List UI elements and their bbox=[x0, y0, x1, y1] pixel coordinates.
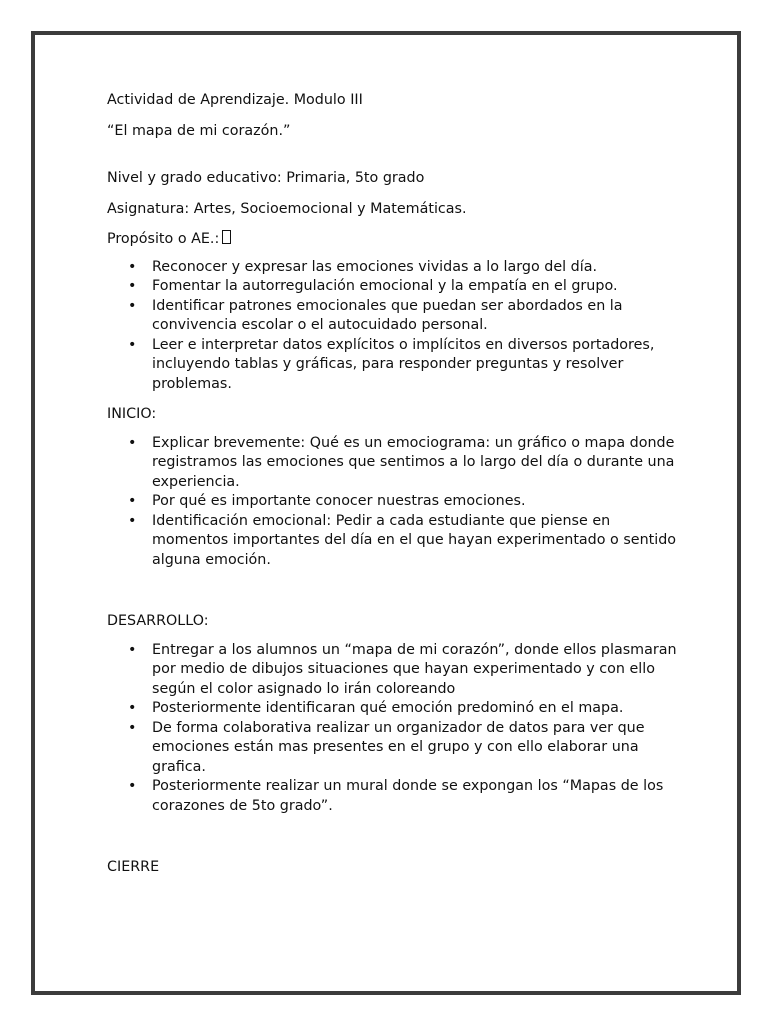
purpose-label-line bbox=[107, 230, 677, 250]
list-item: • Identificar patrones emocionales que puedan ser abordados en la convivencia escolar o el autocuidado personal. bbox=[128, 297, 623, 333]
list-item: • De forma colaborativa realizar un organizador de datos para ver que emociones están mas presentes en el grupo y con ello elaborar una grafica. bbox=[128, 719, 645, 775]
list-item: • Leer e interpretar datos explícitos o implícitos en diversos portadores, incluyendo tablas y gráficas, para responder preguntas y resolver problemas. bbox=[128, 336, 655, 392]
inicio-heading: INICIO: bbox=[107, 406, 157, 422]
bullet-icon: • bbox=[128, 778, 137, 794]
bullet-icon: • bbox=[128, 297, 137, 314]
cierre-heading: CIERRE bbox=[107, 859, 160, 875]
missing-glyph-icon bbox=[222, 230, 231, 244]
bullet-icon: • bbox=[128, 641, 137, 658]
bullet-icon: • bbox=[128, 434, 137, 451]
desarrollo-heading: DESARROLLO: bbox=[107, 613, 209, 629]
document-subtitle: “El mapa de mi corazón.” bbox=[107, 122, 291, 139]
bullet-icon: • bbox=[128, 512, 137, 529]
purpose-label: Propósito o AE.: bbox=[107, 231, 220, 247]
subject-line: Asignatura: Artes, Socioemocional y Matemáticas. bbox=[107, 200, 467, 217]
education-level: Nivel y grado educativo: Primaria, 5to grado bbox=[107, 170, 425, 186]
list-item: • Reconocer y expresar las emociones vividas a lo largo del día. bbox=[107, 258, 677, 278]
document-title: Actividad de Aprendizaje. Modulo III bbox=[107, 92, 363, 108]
list-item: • Explicar brevemente: Qué es un emociograma: un gráfico o mapa donde registramos las emociones que sentimos a lo largo del día o durante una experiencia. bbox=[128, 434, 675, 490]
list-item: • Por qué es importante conocer nuestras emociones. bbox=[107, 492, 677, 512]
bullet-icon: • bbox=[128, 336, 137, 353]
list-item: • Posteriormente realizar un mural donde se expongan los “Mapas de los corazones de 5to grado”. bbox=[128, 778, 664, 814]
bullet-icon: • bbox=[128, 719, 137, 736]
document-page bbox=[31, 31, 741, 995]
inicio-list bbox=[107, 434, 677, 571]
purpose-list bbox=[107, 258, 677, 395]
list-item: • Posteriormente identificaran qué emoción predominó en el mapa. bbox=[107, 699, 677, 719]
desarrollo-list bbox=[107, 641, 677, 817]
list-item: • Entregar a los alumnos un “mapa de mi corazón”, donde ellos plasmaran por medio de dibujos situaciones que hayan experimentado y con ello según el color asignado lo irán coloreando bbox=[128, 641, 677, 697]
bullet-icon: • bbox=[128, 700, 137, 716]
list-item: • Identificación emocional: Pedir a cada estudiante que piense en momentos importantes del día en el que hayan experimentado o sentido alguna emoción. bbox=[128, 512, 677, 568]
bullet-icon: • bbox=[128, 278, 137, 294]
list-item: • Fomentar la autorregulación emocional y la empatía en el grupo. bbox=[107, 277, 677, 297]
document-body bbox=[107, 91, 677, 878]
bullet-icon: • bbox=[128, 258, 137, 275]
bullet-icon: • bbox=[128, 493, 137, 509]
